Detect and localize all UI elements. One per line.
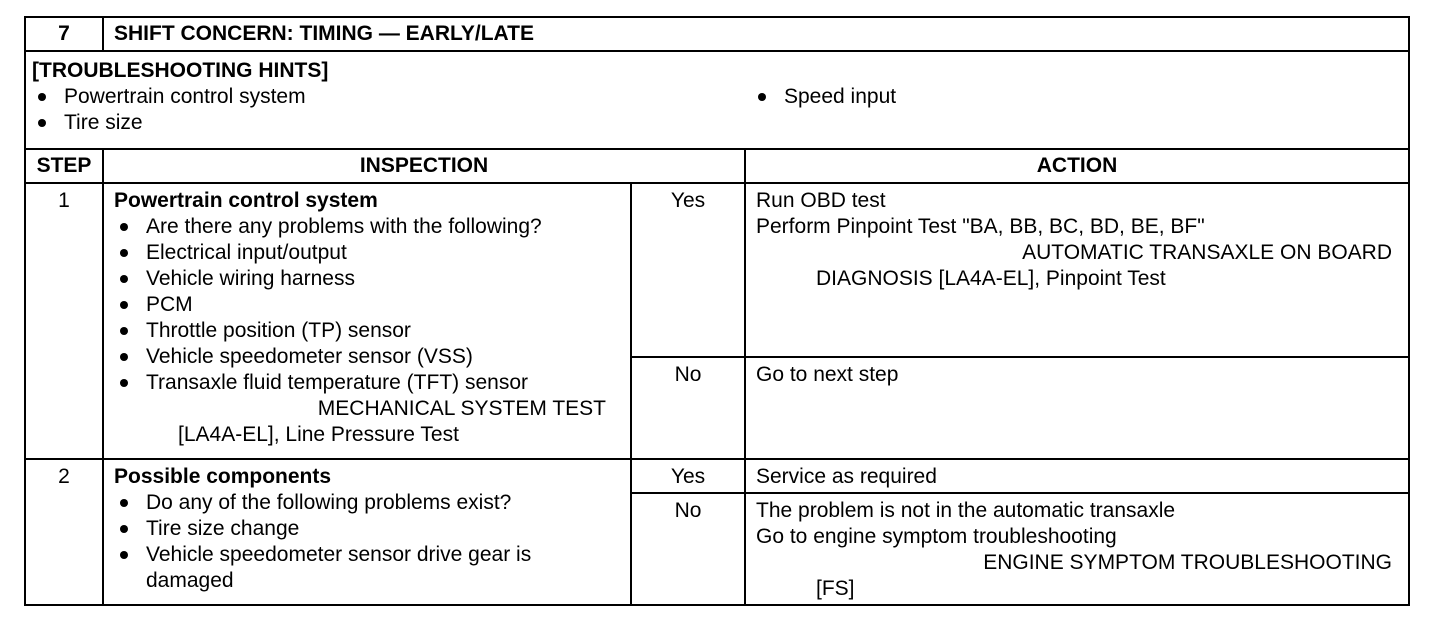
- column-header-action: ACTION: [745, 149, 1409, 183]
- bullet-icon: [38, 93, 46, 101]
- reference-text: AUTOMATIC TRANSAXLE ON BOARD: [1022, 241, 1392, 264]
- yes-action: [745, 459, 1409, 493]
- column-header-row: [25, 149, 1409, 183]
- concern-title: SHIFT CONCERN: TIMING — EARLY/LATE: [103, 17, 1409, 51]
- reference-text: [FS]: [816, 577, 855, 600]
- list-item: Do any of the following problems exist?: [114, 490, 620, 516]
- no-label: No: [631, 493, 745, 605]
- bullet-icon: [120, 327, 128, 335]
- list-item: Powertrain control system: [32, 84, 752, 110]
- bullet-icon: [120, 353, 128, 361]
- header-row: [25, 17, 1409, 51]
- bullet-icon: [120, 551, 128, 559]
- column-header-step: STEP: [25, 149, 103, 183]
- troubleshooting-table: [24, 16, 1410, 606]
- no-action: [745, 493, 1409, 605]
- bullet-icon: [120, 275, 128, 283]
- bullet-icon: [120, 301, 128, 309]
- no-action: [745, 357, 1409, 459]
- list-item: Vehicle speedometer sensor (VSS): [114, 344, 620, 370]
- step-number: 2: [25, 459, 103, 605]
- list-item: PCM: [114, 292, 620, 318]
- list-item: Speed input: [752, 84, 896, 110]
- reference-text: [LA4A-EL], Line Pressure Test: [178, 423, 459, 446]
- step-1-yes-row: [25, 183, 1409, 357]
- action-text: Perform Pinpoint Test "BA, BB, BC, BD, BE, BF": [756, 215, 1205, 238]
- action-text: Go to next step: [756, 363, 899, 386]
- bullet-icon: [120, 249, 128, 257]
- action-text: The problem is not in the automatic transaxle: [756, 499, 1176, 522]
- yes-label: Yes: [631, 459, 745, 493]
- action-text: Service as required: [756, 465, 937, 488]
- action-text: Run OBD test: [756, 189, 886, 212]
- hints-row: [25, 51, 1409, 149]
- reference-text: MECHANICAL SYSTEM TEST: [317, 397, 606, 420]
- hints-title: [TROUBLESHOOTING HINTS]: [32, 59, 329, 82]
- reference-text: ENGINE SYMPTOM TROUBLESHOOTING: [983, 551, 1392, 574]
- step-1-inspection: [103, 183, 631, 459]
- bullet-icon: [120, 499, 128, 507]
- bullet-icon: [120, 379, 128, 387]
- list-item: Are there any problems with the following?: [114, 214, 620, 240]
- yes-label: Yes: [631, 183, 745, 357]
- troubleshooting-hints: [25, 51, 1409, 149]
- bullet-icon: [758, 93, 766, 101]
- step-number: 1: [25, 183, 103, 459]
- column-header-inspection: INSPECTION: [103, 149, 745, 183]
- hints-right-list: [752, 84, 896, 136]
- inspection-title: Powertrain control system: [114, 189, 378, 212]
- list-item: Vehicle speedometer sensor drive gear is: [114, 542, 620, 568]
- list-item: Tire size change: [114, 516, 620, 542]
- bullet-icon: [120, 223, 128, 231]
- list-item: Transaxle fluid temperature (TFT) sensor: [114, 370, 620, 396]
- list-item: Electrical input/output: [114, 240, 620, 266]
- list-item: Tire size: [32, 110, 752, 136]
- bullet-icon: [120, 525, 128, 533]
- hints-left-list: [32, 84, 752, 136]
- bullet-icon: [38, 119, 46, 127]
- yes-action: [745, 183, 1409, 357]
- step-2-yes-row: [25, 459, 1409, 493]
- list-item: Vehicle wiring harness: [114, 266, 620, 292]
- no-label: No: [631, 357, 745, 459]
- concern-number: 7: [25, 17, 103, 51]
- step-2-inspection: [103, 459, 631, 605]
- list-item-continuation: damaged: [146, 569, 234, 592]
- inspection-title: Possible components: [114, 465, 332, 488]
- action-text: Go to engine symptom troubleshooting: [756, 525, 1117, 548]
- list-item: Throttle position (TP) sensor: [114, 318, 620, 344]
- reference-text: DIAGNOSIS [LA4A-EL], Pinpoint Test: [816, 267, 1166, 290]
